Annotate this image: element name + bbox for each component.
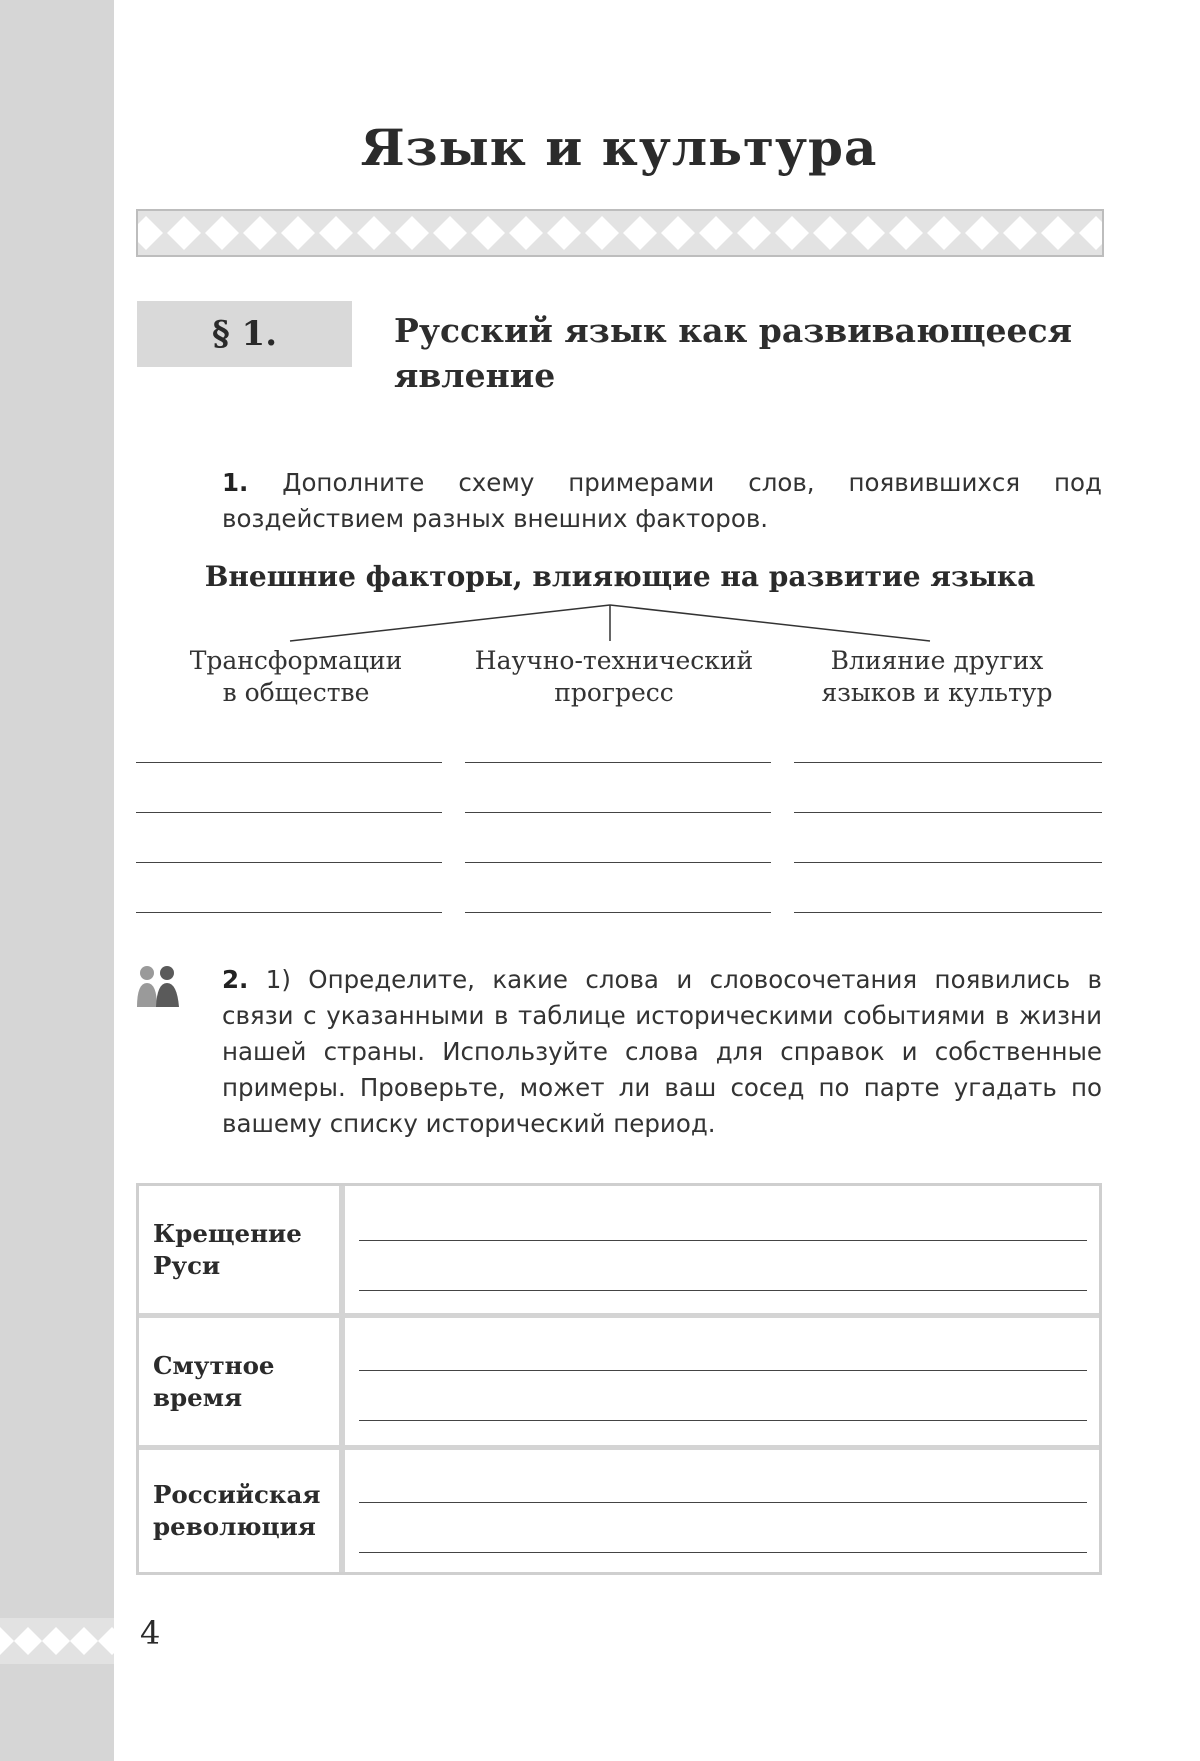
- scheme-column-label: Влияние других языков и культур: [821, 646, 1053, 707]
- column-divider: [339, 1318, 345, 1445]
- scheme-column-label: Трансформации в обществе: [189, 646, 403, 707]
- history-table: [136, 1183, 1102, 1575]
- answer-line[interactable]: [136, 862, 442, 863]
- table-row-event: Крещение Руси: [153, 1218, 302, 1280]
- answer-line[interactable]: [136, 812, 442, 813]
- connector-right: [610, 605, 930, 641]
- answer-line[interactable]: [465, 862, 771, 863]
- answer-line[interactable]: [359, 1370, 1087, 1371]
- answer-line[interactable]: [359, 1240, 1087, 1241]
- answer-line[interactable]: [794, 862, 1102, 863]
- answer-line[interactable]: [359, 1502, 1087, 1503]
- answer-line[interactable]: [794, 762, 1102, 763]
- answer-line[interactable]: [136, 762, 442, 763]
- answer-line[interactable]: [794, 812, 1102, 813]
- task-1-number: 1.: [222, 468, 249, 497]
- answer-line[interactable]: [359, 1552, 1087, 1553]
- task-2-number: 2.: [222, 965, 249, 994]
- corner-ornament: [0, 1618, 114, 1664]
- answer-line[interactable]: [794, 912, 1102, 913]
- answer-line[interactable]: [359, 1420, 1087, 1421]
- answer-line[interactable]: [465, 812, 771, 813]
- section-title: Русский язык как развивающееся явление: [394, 311, 1073, 395]
- table-row-event: Российская революция: [153, 1480, 321, 1541]
- corner-ornament-diamonds: [0, 1618, 114, 1664]
- connector-left: [290, 605, 610, 641]
- section-number: § 1.: [137, 301, 352, 367]
- table-row: [139, 1186, 1099, 1313]
- pair-work-icon: [136, 963, 182, 1009]
- table-row-event: Смутное время: [153, 1350, 275, 1412]
- scheme-column-label: Научно-технический прогресс: [474, 646, 754, 707]
- table-row: [139, 1318, 1099, 1445]
- column-divider: [339, 1450, 345, 1572]
- column-divider: [339, 1186, 345, 1313]
- scheme-connector-lines: [0, 0, 1200, 700]
- task-1-text: Дополните схему примерами слов, появившихся под воздействием разных внешних факторов.: [222, 468, 1102, 533]
- scheme-title: Внешние факторы, влияющие на развитие языка: [204, 560, 1036, 593]
- task-2-text: 1) Определите, какие слова и словосочетания появились в связи с указанными в таблице историческими событиями в жизни нашей страны. Используйте слова для справок и собственные примеры. Проверьте, может ли ваш сосед по парте угадать по вашему списку исторический период.: [222, 965, 1102, 1138]
- chapter-title: Язык и культура: [360, 118, 878, 177]
- page-number: 4: [140, 1614, 161, 1652]
- task-2: [222, 962, 1102, 1142]
- answer-line[interactable]: [465, 912, 771, 913]
- answer-line[interactable]: [465, 762, 771, 763]
- answer-line[interactable]: [136, 912, 442, 913]
- answer-line[interactable]: [359, 1290, 1087, 1291]
- table-row: [139, 1450, 1099, 1572]
